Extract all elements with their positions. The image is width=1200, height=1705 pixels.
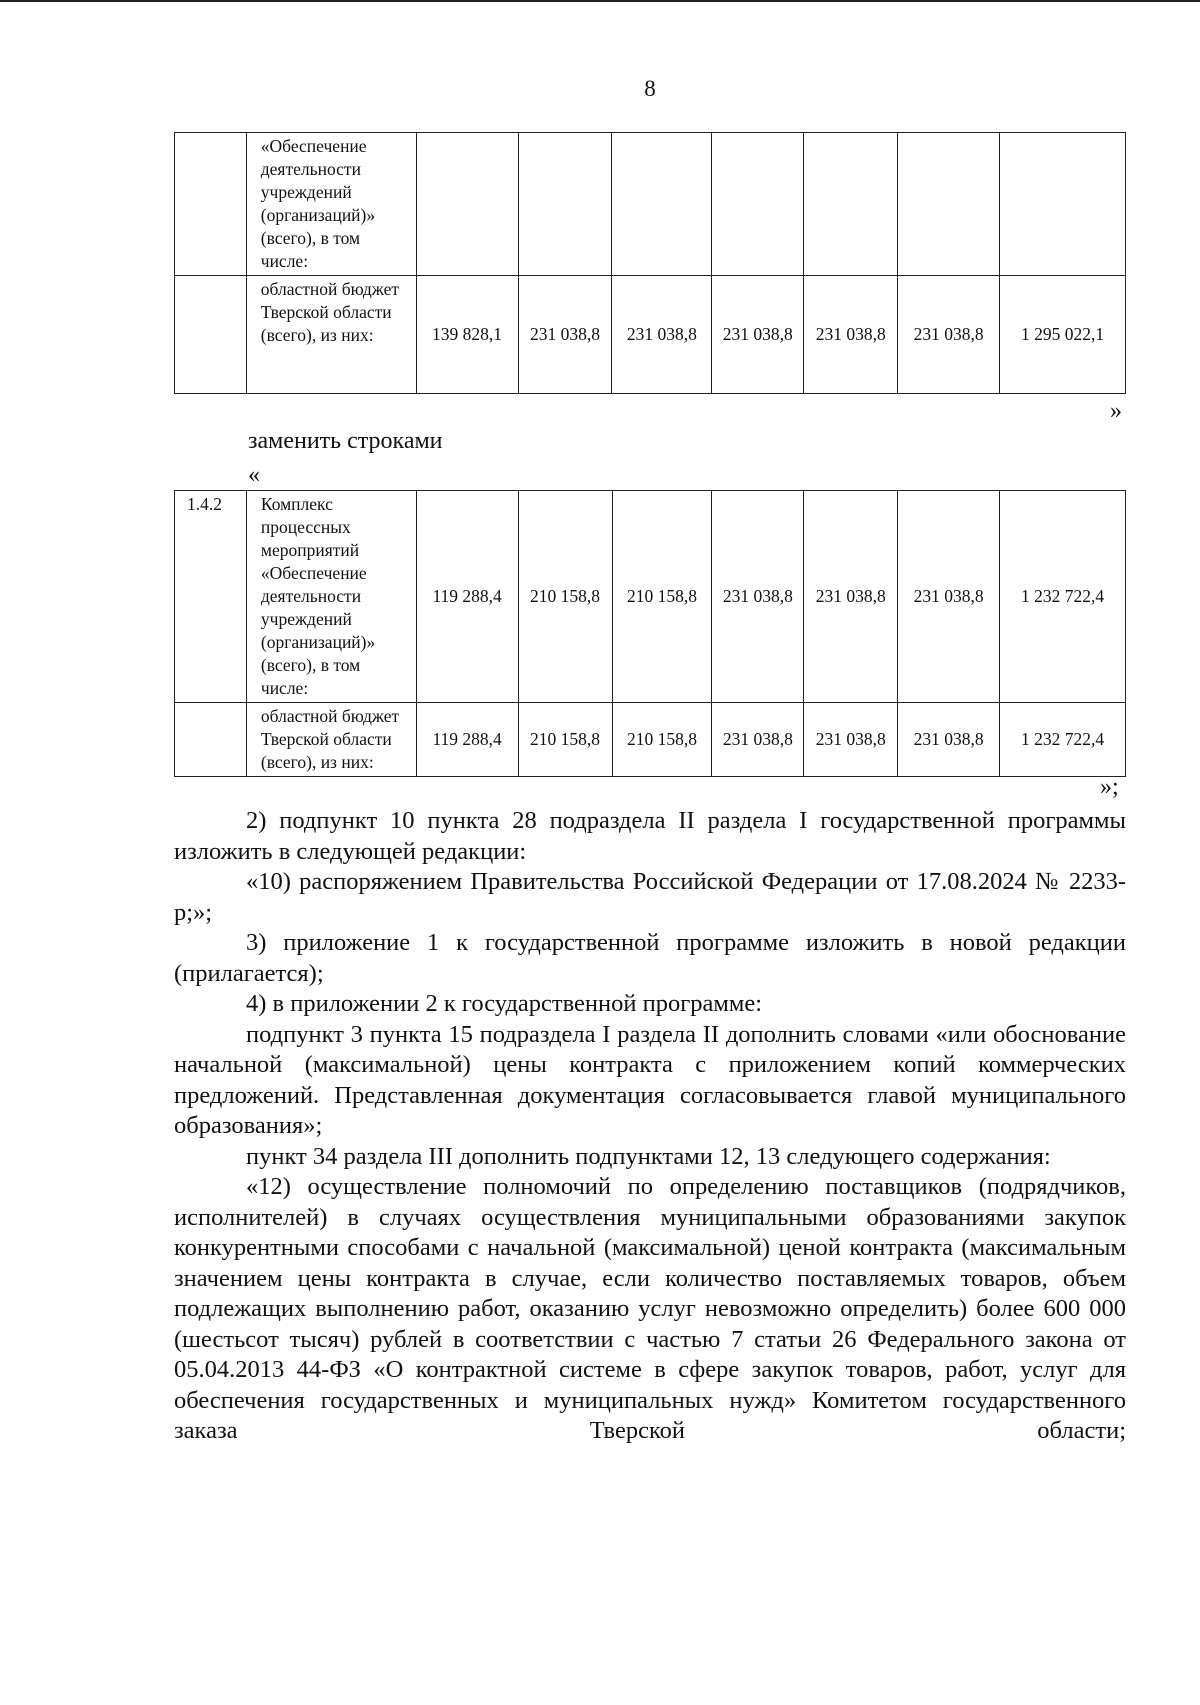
paragraph: 3) приложение 1 к государственной программе изложить в новой редакции (прилагается); (174, 929, 1126, 987)
row-name: Комплекс процессных мероприятий «Обеспечение деятельности учреждений (организаций)» (всего), в том числе: (246, 491, 416, 703)
value-cell: 139 828,1 (416, 276, 518, 394)
value-cell: 231 038,8 (898, 703, 1000, 777)
value-cell: 231 038,8 (898, 491, 1000, 703)
value-cell: 210 158,8 (612, 491, 712, 703)
table-row (175, 276, 1126, 394)
value-cell: 1 295 022,1 (1000, 276, 1126, 394)
paragraph: пункт 34 раздела III дополнить подпунктами 12, 13 следующего содержания: (246, 1142, 1051, 1170)
paragraph: подпункт 3 пункта 15 подраздела I раздела II дополнить словами «или обоснование начальной (максимальной) цены контракта с приложением копий коммерческих предложений. Представленная документация согласовывается главой муниципального образования»; (174, 1020, 1126, 1139)
value-cell: 231 038,8 (804, 703, 898, 777)
row-number (175, 133, 247, 276)
row-number (175, 276, 247, 394)
scan-top-edge (0, 0, 1200, 2)
closing-quote: » (1110, 398, 1122, 424)
paragraph: 2) подпункт 10 пункта 28 подраздела II раздела I государственной программы изложить в следующей редакции: (174, 807, 1126, 865)
value-cell (898, 133, 1000, 276)
budget-table-old (174, 132, 1126, 394)
paragraph: 4) в приложении 2 к государственной программе: (246, 990, 763, 1017)
value-cell: 210 158,8 (518, 703, 612, 777)
value-cell (416, 133, 518, 276)
value-cell (1000, 133, 1126, 276)
closing-quote-semicolon: »; (1100, 774, 1119, 800)
value-cell: 231 038,8 (712, 276, 804, 394)
value-cell: 231 038,8 (518, 276, 612, 394)
value-cell: 231 038,8 (612, 276, 712, 394)
value-cell: 1 232 722,4 (1000, 703, 1126, 777)
table-row (175, 703, 1126, 777)
value-cell (712, 133, 804, 276)
row-name: «Обеспечение деятельности учреждений (организаций)» (всего), в том числе: (246, 133, 416, 276)
value-cell (518, 133, 612, 276)
value-cell (612, 133, 712, 276)
budget-table-new (174, 490, 1126, 777)
value-cell: 119 288,4 (416, 703, 518, 777)
row-name: областной бюджет Тверской области (всего), из них: (246, 703, 416, 777)
opening-quote: « (248, 462, 260, 488)
value-cell: 231 038,8 (804, 491, 898, 703)
value-cell: 210 158,8 (518, 491, 612, 703)
value-cell: 231 038,8 (712, 491, 804, 703)
value-cell: 1 232 722,4 (1000, 491, 1126, 703)
value-cell: 231 038,8 (804, 276, 898, 394)
table-row (175, 491, 1126, 703)
value-cell: 231 038,8 (712, 703, 804, 777)
value-cell: 210 158,8 (612, 703, 712, 777)
replace-instruction: заменить строками (248, 428, 443, 454)
value-cell: 119 288,4 (416, 491, 518, 703)
row-name: областной бюджет Тверской области (всего), из них: (246, 276, 416, 394)
value-cell: 231 038,8 (898, 276, 1000, 394)
paragraph: «10) распоряжением Правительства Российской Федерации от 17.08.2024 № 2233-р;»; (174, 868, 1126, 926)
paragraph: «12) осуществление полномочий по определению поставщиков (подрядчиков, исполнителей) в случаях осуществления муниципальными образованиями закупок конкурентными способами с начальной (максимальной) ценой контракта (максимальным значением цены контракта в случае, если количество поставляемых товаров, объем подлежащих выполнению работ, оказанию услуг невозможно определить) более 600 000 (шестьсот тысяч) рублей в соответствии с частью 7 статьи 26 Федерального закона от 05.04.2013 44-ФЗ «О контрактной системе в сфере закупок товаров, работ, услуг для обеспечения государственных и муниципальных нужд» Комитетом государственного заказа Тверской области; (174, 1173, 1126, 1444)
amendment-text (174, 806, 1126, 1447)
table-row (175, 133, 1126, 276)
page-number: 8 (644, 76, 656, 101)
value-cell (804, 133, 898, 276)
row-number (175, 703, 247, 777)
row-number: 1.4.2 (175, 491, 247, 703)
